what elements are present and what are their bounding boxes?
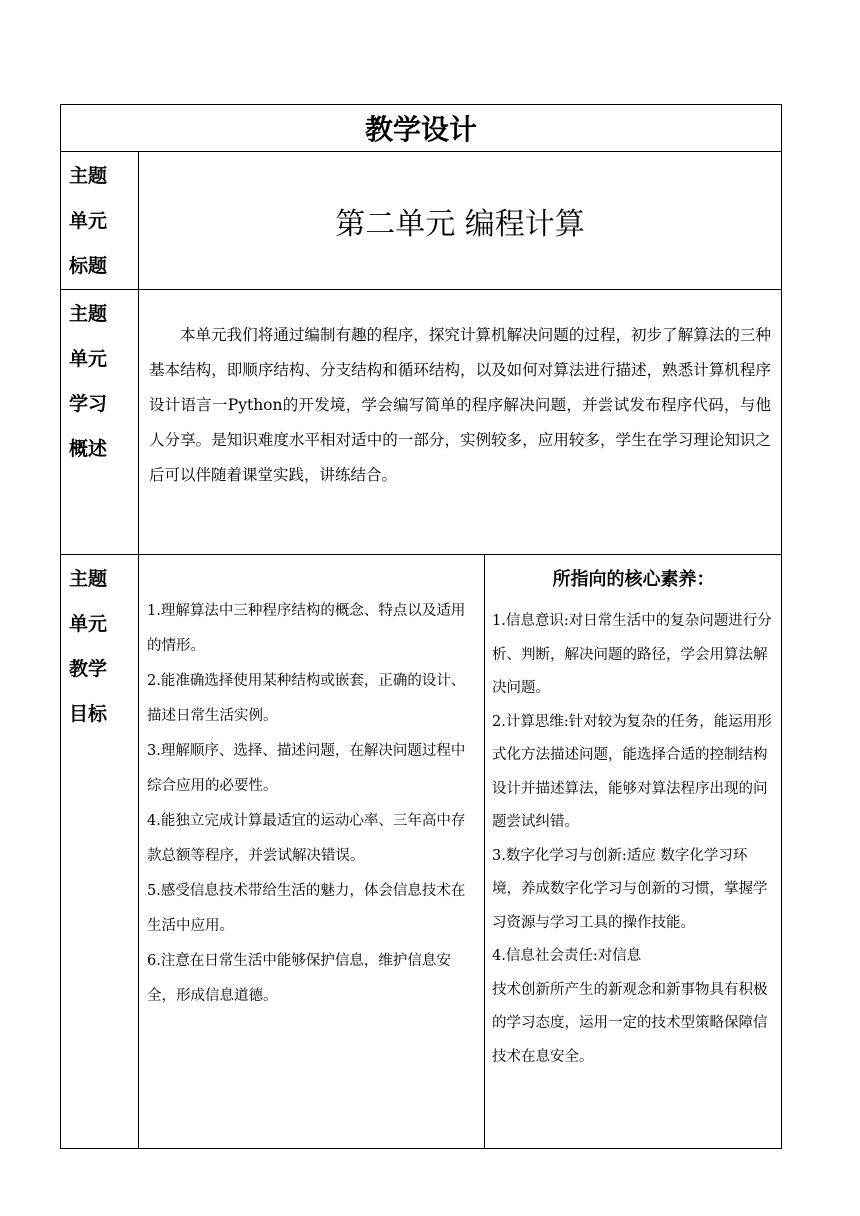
core-literacy-title: 所指向的核心素养： <box>552 569 715 590</box>
unit-title-label <box>61 152 139 290</box>
goal-item: 2.能准确选择使用某种结构或嵌套，正确的设计、描述日常生活实例。 <box>147 673 466 724</box>
unit-title-value: 第二单元 编程计算 <box>139 152 782 290</box>
goal-item: 5.感受信息技术带给生活的魅力，体会信息技术在生活中应用。 <box>147 883 466 934</box>
label-line: 主题 <box>69 165 108 187</box>
goals-content <box>139 555 485 1149</box>
goal-item: 4.能独立完成计算最适宜的运动心率、三年高中存款总额等程序，并尝试解决错误。 <box>147 813 466 864</box>
document-title: 教学设计 <box>61 105 782 152</box>
core-item: 1.信息意识:对日常生活中的复杂问题进行分析、判断，解决问题的路径，学会用算法解决问题。 <box>492 613 772 696</box>
overview-paragraph: 本单元我们将通过编制有趣的程序，探究计算机解决问题的过程，初步了解算法的三种基本结构，即顺序结构、分支结构和循环结构，以及如何对算法进行描述，熟悉计算机程序设计语言一Python的开发境，学会编写简单的程序解决问题，并尝试发布程序代码，与他人分享。是知识难度水平相对适中的一部分，实例较多，应用较多，学生在学习理论知识之后可以伴随着课堂实践，讲练结合。 <box>149 326 771 484</box>
goal-item: 3.理解顺序、选择、描述问题，在解决问题过程中综合应用的必要性。 <box>147 743 466 794</box>
label-line: 学习 <box>69 393 108 415</box>
goals-row <box>61 555 782 1149</box>
goal-item: 6.注意在日常生活中能够保护信息，维护信息安全，形成信息道德。 <box>147 953 451 1004</box>
goal-item: 1.理解算法中三种程序结构的概念、特点以及适用的情形。 <box>147 603 466 654</box>
label-line: 主题 <box>69 568 108 590</box>
title-row <box>61 105 782 152</box>
teaching-design-table <box>60 104 782 1149</box>
label-line: 单元 <box>69 613 108 635</box>
goals-label <box>61 555 139 1149</box>
unit-title-row <box>61 152 782 290</box>
label-line: 目标 <box>69 703 108 725</box>
label-line: 标题 <box>69 255 108 277</box>
overview-label <box>61 290 139 555</box>
label-line: 概述 <box>69 438 108 460</box>
label-line: 教学 <box>69 658 108 680</box>
label-line: 单元 <box>69 348 108 370</box>
overview-row <box>61 290 782 555</box>
core-literacy-content <box>485 555 782 1149</box>
core-item: 3.数字化学习与创新:适应 数字化学习环境，养成数字化学习与创新的习惯，掌握学习资源与学习工具的操作技能。 <box>492 847 768 931</box>
core-item: 4.信息社会责任:对信息 <box>492 948 642 964</box>
label-line: 主题 <box>69 303 108 325</box>
core-item: 技术创新所产生的新观念和新事物具有积极的学习态度，运用一定的技术型策略保障信技术在息安全。 <box>492 981 768 1065</box>
label-line: 单元 <box>69 210 108 232</box>
core-item: 2.计算思维:针对较为复杂的任务，能运用形式化方法描述问题，能选择合适的控制结构设计并描述算法，能够对算法程序出现的问题尝试纠错。 <box>492 713 772 830</box>
overview-content <box>139 290 782 555</box>
